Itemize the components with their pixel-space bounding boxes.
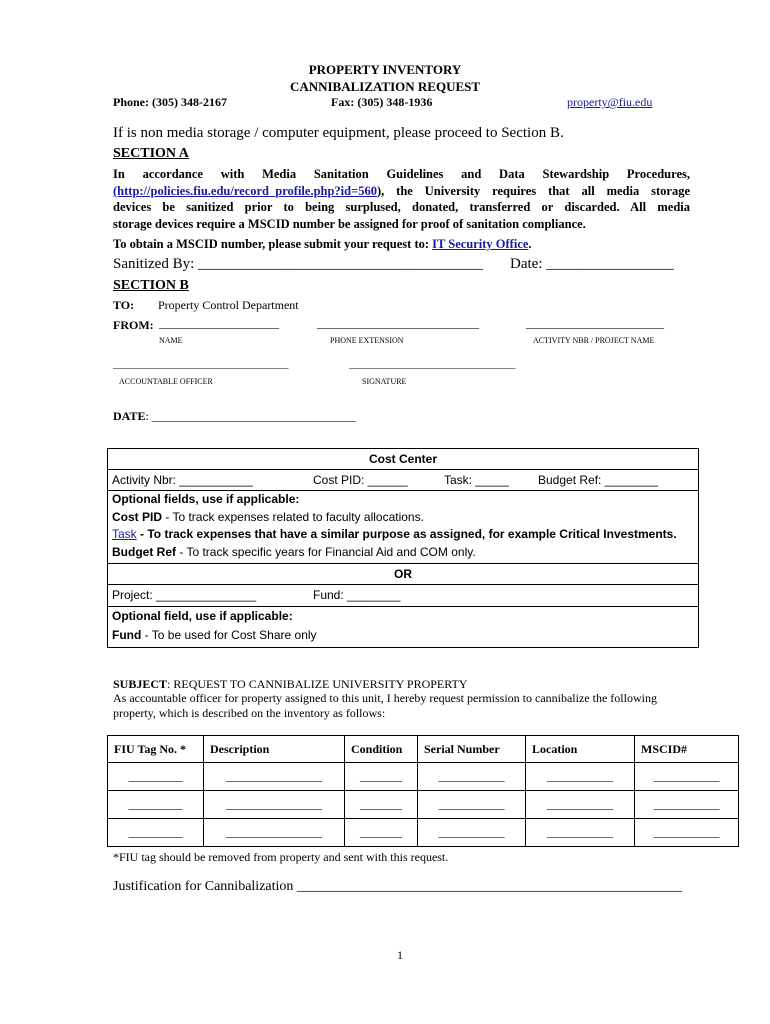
- mscid-cell[interactable]: ___________: [635, 791, 739, 819]
- paragraph-line: storage devices require a MSCID number be assigned for proof of sanitation compliance.: [113, 216, 586, 231]
- from-phone-field[interactable]: ___________________________: [317, 316, 479, 330]
- project-field[interactable]: Project: _______________: [112, 588, 257, 602]
- subject-body-2: property, which is described on the inventory as follows:: [113, 706, 386, 720]
- date-field[interactable]: [113, 409, 356, 424]
- table-header-row: [108, 736, 739, 763]
- obtain-text: To obtain a MSCID number, please submit your request to:: [113, 237, 433, 251]
- col-header-condition: Condition: [345, 736, 418, 763]
- col-header-description: Description: [204, 736, 345, 763]
- location-cell[interactable]: ___________: [526, 819, 635, 847]
- optional-title: Optional fields, use if applicable:: [112, 492, 300, 506]
- task-field[interactable]: Task: _____: [444, 473, 509, 487]
- condition-cell[interactable]: _______: [345, 819, 418, 847]
- paragraph-line: [113, 183, 690, 200]
- optional-title-2: Optional field, use if applicable:: [112, 609, 293, 623]
- inventory-table: [107, 735, 739, 847]
- activity-caption: ACTIVITY NBR / PROJECT NAME: [533, 336, 655, 345]
- budget-ref-term: Budget Ref: [112, 544, 176, 559]
- description-cell[interactable]: ________________: [204, 763, 345, 791]
- sanitized-date-field[interactable]: Date: _________________: [510, 256, 674, 272]
- serial-cell[interactable]: ___________: [418, 791, 526, 819]
- phone-caption: PHONE EXTENSION: [330, 336, 404, 345]
- fiu-tag-cell[interactable]: _________: [108, 791, 204, 819]
- section-a-paragraph: [113, 166, 690, 232]
- cost-center-fields: [108, 470, 698, 491]
- cost-pid-info: [112, 509, 698, 527]
- col-header-mscid: MSCID#: [635, 736, 739, 763]
- obtain-end: .: [528, 237, 532, 251]
- section-b-heading: SECTION B: [113, 278, 189, 293]
- to-value: Property Control Department: [158, 298, 299, 312]
- cost-center-box: [107, 448, 699, 648]
- serial-cell[interactable]: ___________: [418, 819, 526, 847]
- cost-center-title: Cost Center: [108, 449, 698, 470]
- activity-nbr-field[interactable]: Activity Nbr: ___________: [112, 473, 253, 487]
- col-header-location: Location: [526, 736, 635, 763]
- phone-number: Phone: (305) 348-2167: [113, 95, 227, 109]
- cost-pid-term: Cost PID: [112, 509, 163, 524]
- name-caption: NAME: [159, 336, 183, 345]
- mscid-cell[interactable]: ___________: [635, 763, 739, 791]
- subject-text: : REQUEST TO CANNIBALIZE UNIVERSITY PROPERTY: [167, 677, 468, 691]
- sanitized-by-field[interactable]: Sanitized By: ______________________________________: [113, 256, 483, 272]
- budget-ref-field[interactable]: Budget Ref: ________: [538, 473, 659, 487]
- subject-body-1: As accountable officer for property assigned to this unit, I hereby request permission to cannibalize the following: [113, 691, 657, 705]
- serial-cell[interactable]: ___________: [418, 763, 526, 791]
- from-label: FROM:: [113, 318, 154, 332]
- subject-label: SUBJECT: [113, 677, 168, 691]
- table-footnote: *FIU tag should be removed from property and sent with this request.: [113, 850, 449, 864]
- optional-fields-info: [108, 491, 698, 564]
- policy-link[interactable]: (http://policies.fiu.edu/record_profile.php?id=560: [113, 183, 377, 198]
- paragraph-text: ), the University requires that all media storage: [376, 183, 690, 198]
- from-activity-field[interactable]: _______________________: [526, 316, 664, 330]
- col-header-serial: Serial Number: [418, 736, 526, 763]
- budget-ref-desc: - To track specific years for Financial Aid and COM only.: [176, 544, 476, 559]
- table-row: [108, 763, 739, 791]
- fund-term: Fund: [112, 628, 142, 642]
- cost-pid-desc: - To track expenses related to faculty allocations.: [162, 509, 424, 524]
- table-row: [108, 819, 739, 847]
- condition-cell[interactable]: _______: [345, 763, 418, 791]
- email-link[interactable]: property@fiu.edu: [567, 95, 653, 109]
- description-cell[interactable]: ________________: [204, 819, 345, 847]
- fax-number: Fax: (305) 348-1936: [331, 95, 433, 109]
- signature-caption: SIGNATURE: [362, 377, 407, 386]
- fund-description: [112, 626, 698, 645]
- mscid-cell[interactable]: ___________: [635, 819, 739, 847]
- fund-desc: - To be used for Cost Share only: [141, 628, 317, 642]
- paragraph-line: devices be sanitized prior to being surplused, donated, transferred or discarded. All media: [113, 200, 690, 214]
- task-desc: - To track expenses that have a similar purpose as assigned, for example Critical Investments.: [136, 527, 677, 541]
- it-security-link[interactable]: IT Security Office: [432, 237, 529, 251]
- fiu-tag-cell[interactable]: _________: [108, 763, 204, 791]
- location-cell[interactable]: ___________: [526, 791, 635, 819]
- location-cell[interactable]: ___________: [526, 763, 635, 791]
- subject-line: [113, 677, 468, 692]
- accountable-officer-field[interactable]: _______________________________________: [113, 360, 289, 370]
- form-title: PROPERTY INVENTORY: [308, 62, 462, 77]
- cost-pid-field[interactable]: Cost PID: ______: [313, 473, 408, 487]
- to-label: TO:: [113, 298, 135, 312]
- intro-text: If is non media storage / computer equipment, please proceed to Section B.: [113, 125, 564, 141]
- description-cell[interactable]: ________________: [204, 791, 345, 819]
- or-divider: OR: [108, 564, 698, 585]
- officer-caption: ACCOUNTABLE OFFICER: [119, 377, 213, 386]
- paragraph-line: In accordance with Media Sanitation Guidelines and Data Stewardship Procedures,: [113, 167, 690, 181]
- task-info: [112, 526, 698, 544]
- condition-cell[interactable]: _______: [345, 791, 418, 819]
- from-name-field[interactable]: ____________________: [159, 316, 279, 330]
- form-subtitle: CANNIBALIZATION REQUEST: [289, 79, 481, 94]
- col-header-fiu-tag: FIU Tag No. *: [108, 736, 204, 763]
- justification-field[interactable]: Justification for Cannibalization _______________________________________________________: [113, 879, 682, 894]
- table-row: [108, 791, 739, 819]
- date-line: : __________________________________: [145, 409, 356, 423]
- fiu-tag-cell[interactable]: _________: [108, 819, 204, 847]
- budget-ref-info: [112, 544, 698, 562]
- project-fund-fields: [108, 585, 698, 607]
- date-label: DATE: [113, 409, 146, 423]
- task-link[interactable]: Task: [112, 527, 137, 541]
- page-number: 1: [397, 948, 403, 962]
- fund-field[interactable]: Fund: ________: [313, 588, 401, 602]
- signature-field[interactable]: _____________________________________: [349, 360, 516, 370]
- section-a-heading: SECTION A: [113, 146, 189, 161]
- fund-info: [108, 607, 698, 647]
- obtain-mscid: [113, 237, 532, 252]
